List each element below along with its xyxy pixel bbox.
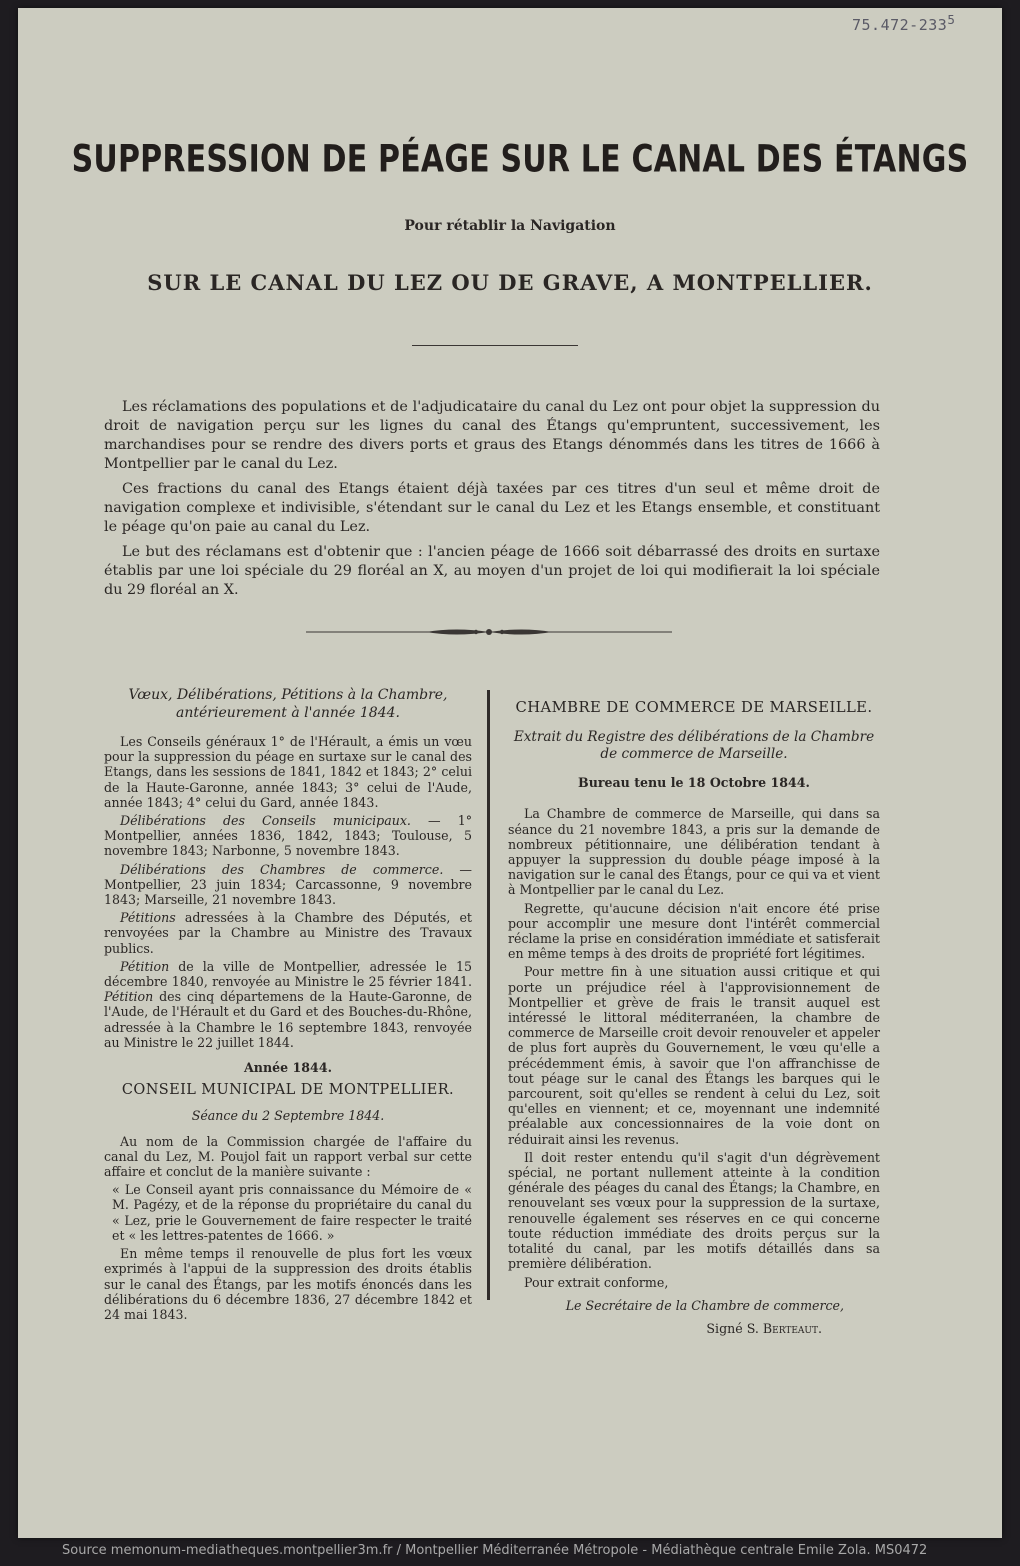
- year-heading: Année 1844.: [244, 1060, 332, 1076]
- paragraph-petitions: Pétitions adressées à la Chambre des Députés, et renvoyées par la Chambre au Ministre des Travaux publics.: [104, 910, 472, 956]
- title-divider: [412, 345, 578, 346]
- bureau-date: Bureau tenu le 18 Octobre 1844.: [578, 775, 810, 791]
- label-italic: Pétition: [104, 989, 154, 1005]
- right-column: [508, 700, 880, 1336]
- paragraph-commission: Au nom de la Commission chargée de l'affaire du canal du Lez, M. Poujol fait un rapport verbal sur cette affaire et conclut de la manière suivante :: [104, 1133, 472, 1180]
- shelfmark-superscript: 5: [947, 12, 956, 27]
- ornamental-divider: [306, 624, 672, 640]
- paragraph-chambres-commerce: Délibérations des Chambres de commerce. — Montpellier, 23 juin 1834; Carcassonne, 9 novembre 1843; Marseille, 21 novembre 1843.: [104, 861, 472, 908]
- paragraph-conseils-generaux: Les Conseils généraux 1° de l'Hérault, a émis un vœu pour la suppression du péage en surtaxe sur le canal des Etangs, dans les sessions de 1841, 1842 et 1843; 2° celui de la Haute-Garonne, année 1843; 3° celui de l'Aude, année 1843; 4° celui du Gard, année 1843.: [104, 734, 472, 810]
- shelfmark-annotation: $75.472-233^5$: [852, 12, 956, 34]
- session-date: Séance du 2 Septembre 1844.: [191, 1108, 385, 1124]
- left-column-heading: Vœux, Délibérations, Pétitions à la Chambre, antérieurement à l'année 1844.: [128, 687, 448, 721]
- signature-name: Signé S. Berteaut.: [706, 1320, 822, 1336]
- intro-section: [104, 398, 880, 606]
- intro-paragraph: Ces fractions du canal des Etangs étaient déjà taxées par ces titres d'un seul et même droit de navigation complexe et indivisible, s'étendant sur le canal du Lez et les Etangs ensemble, et constituant le péage qu'on paie au canal du Lez.: [104, 481, 880, 535]
- paragraph-degrevement: Il doit rester entendu qu'il s'agit d'un dégrèvement spécial, ne portant nullement atteinte à la condition générale des péages du canal des Étangs; la Chambre, en renouvelant ses vœux pour la suppression de la surtaxe, renouvelle également ses réserves en ce qui concerne toute réduction immédiate des droits perçus sur la totalité du canal, par les motifs détaillés dans sa première délibération.: [508, 1149, 880, 1272]
- intro-paragraph: Le but des réclamans est d'obtenir que : l'ancien péage de 1666 soit débarrassé des droits en surtaxe établis par une loi spéciale du 29 floréal an X, au moyen d'un projet de loi qui modifierait la loi spéciale du 29 floréal an X.: [104, 544, 880, 598]
- label-italic: Pétition: [120, 958, 170, 974]
- document-title: SUPPRESSION DE PÉAGE SUR LE CANAL DES ÉTANGS: [71, 137, 969, 182]
- paragraph-situation: Pour mettre fin à une situation aussi critique et qui porte un préjudice réel à l'approvisionnement de Montpellier et grève de frais le transit auquel est intéressé le littoral méditerranéen, la chambre de commerce de Marseille croit devoir renouveler et appeler de plus fort auprès du Gouvernement, le vœu qu'elle a précédemment émis, à savoir que l'on affranchisse de tout péage sur le canal des Étangs les barques qui le parcourent, soit qu'elles se rendent à celui du Lez, soit qu'elles en viennent; et ce, moyennant une indemnité préalable aux concessionnaires de la voie dont on réduirait ainsi les revenus.: [508, 964, 880, 1147]
- left-column: [104, 686, 472, 1325]
- intro-paragraph: Les réclamations des populations et de l'adjudicataire du canal du Lez ont pour objet la suppression du droit de navigation perçu sur les lignes du canal des Étangs qu'empruntent, successivement, les marchandises pour se rendre des divers ports et graus des Etangs dénommés dans les titres de 1666 à Montpellier par le canal du Lez.: [104, 399, 880, 472]
- column-divider: [487, 690, 490, 1300]
- council-quote: « Le Conseil ayant pris connaissance du Mémoire de « M. Pagézy, et de la réponse du propriétaire du canal du « Lez, prie le Gouvernement de faire respecter le traité et « les lettres-patentes de 1666. »: [112, 1182, 472, 1243]
- council-heading: CONSEIL MUNICIPAL DE MONTPELLIER.: [121, 1082, 455, 1099]
- label-italic: Délibérations des Chambres de commerce.: [120, 861, 444, 877]
- extract-subheading: Extrait du Registre des délibérations de la Chambre de commerce de Marseille.: [513, 729, 875, 763]
- paragraph-petition-ville: Pétition de la ville de Montpellier, adressée le 15 décembre 1840, renvoyée au Ministre le 25 février 1841. Pétition des cinq départemens de la Haute-Garonne, de l'Aude, de l'Hérault et du Gard et des Bouches-du-Rhône, adressée à la Chambre le 16 septembre 1843, renvoyée au Ministre le 22 juillet 1844.: [104, 958, 472, 1050]
- right-column-heading: CHAMBRE DE COMMERCE DE MARSEILLE.: [515, 699, 873, 716]
- source-caption: Source memonum-mediatheques.montpellier3m.fr / Montpellier Méditerranée Métropole - Médiathèque centrale Emile Zola. MS0472: [62, 1543, 928, 1558]
- label-italic: Délibérations des Conseils municipaux.: [120, 813, 411, 829]
- document-subtitle-location: SUR LE CANAL DU LEZ OU DE GRAVE, A MONTPELLIER.: [147, 270, 873, 295]
- paragraph-chambre-marseille: La Chambre de commerce de Marseille, qui dans sa séance du 21 novembre 1843, a pris sur la demande de nombreux pétitionnaire, une délibération tendant à appuyer la suppression du double péage imposé à la navigation sur le canal des Étangs, pour ce qui va et vient à Montpellier par le canal du Lez.: [508, 806, 880, 898]
- document-subtitle: Pour rétablir la Navigation: [404, 218, 616, 234]
- signature-title: Le Secrétaire de la Chambre de commerce,: [565, 1297, 844, 1313]
- paragraph-regrette: Regrette, qu'aucune décision n'ait encore été prise pour accomplir une mesure dont l'intérêt commercial réclame la prise en considération immédiate et satisferait en même temps à des droits de propriété fort légitimes.: [508, 900, 880, 962]
- paragraph-extrait-conforme: Pour extrait conforme,: [524, 1274, 669, 1290]
- paragraph-conseils-municipaux: Délibérations des Conseils municipaux. — 1° Montpellier, années 1836, 1842, 1843; Toulouse, 5 novembre 1843; Narbonne, 5 novembre 1843.: [104, 813, 472, 859]
- paragraph-renouvelle: En même temps il renouvelle de plus fort les vœux exprimés à l'appui de la suppression des droits établis sur le canal des Étangs, par les motifs énoncés dans les délibérations du 6 décembre 1836, 27 décembre 1842 et 24 mai 1843.: [104, 1246, 472, 1322]
- label-italic: Pétitions: [120, 910, 176, 926]
